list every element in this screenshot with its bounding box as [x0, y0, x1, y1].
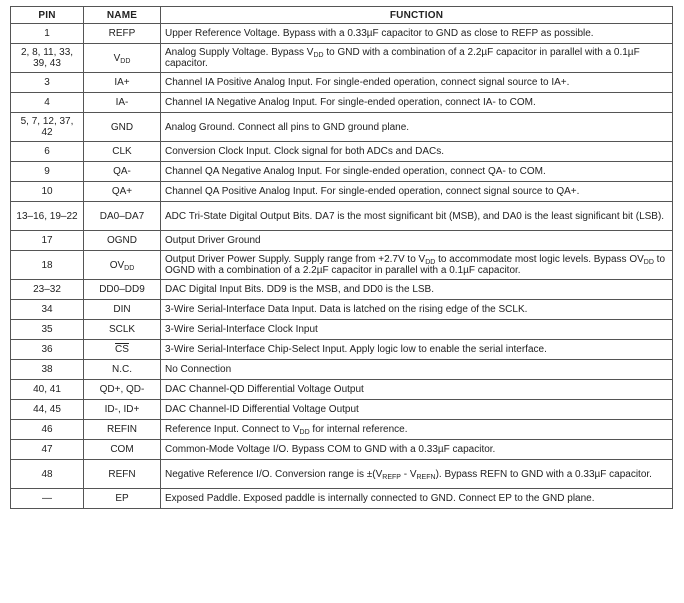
function-cell [161, 300, 673, 320]
name-text: QA+ [111, 186, 133, 197]
table-header [11, 7, 673, 24]
pin-cell: 18 [11, 251, 84, 280]
name-text: V [113, 52, 121, 64]
table-row [11, 340, 673, 360]
name-text: ID-, ID+ [104, 404, 140, 415]
pin-cell: 4 [11, 93, 84, 113]
function-text: DD [313, 52, 324, 59]
function-text: DAC Channel-QD Differential Voltage Output [165, 384, 364, 395]
function-cell [161, 113, 673, 142]
name-cell [84, 420, 161, 440]
function-text: Channel IA Negative Analog Input. For single-ended operation, connect IA- to COM. [165, 97, 536, 108]
name-text: REFP [108, 28, 136, 39]
name-text: IA- [115, 97, 129, 108]
table-row [11, 380, 673, 400]
function-cell [161, 400, 673, 420]
pin-cell: 46 [11, 420, 84, 440]
function-cell [161, 93, 673, 113]
pin-description-table [10, 6, 673, 509]
function-text: Exposed Paddle. Exposed paddle is internally connected to GND. Connect EP to the GND plane. [165, 493, 595, 504]
function-cell [161, 24, 673, 44]
pin-cell: 9 [11, 162, 84, 182]
name-text: QD+, QD- [99, 384, 145, 395]
table-row [11, 300, 673, 320]
function-cell [161, 340, 673, 360]
name-cell [84, 360, 161, 380]
function-cell [161, 360, 673, 380]
function-cell [161, 320, 673, 340]
pin-cell: 40, 41 [11, 380, 84, 400]
function-cell [161, 44, 673, 73]
table-row [11, 44, 673, 73]
function-text: 3-Wire Serial-Interface Clock Input [165, 324, 318, 335]
name-cell [84, 400, 161, 420]
table-row [11, 400, 673, 420]
function-text: Channel IA Positive Analog Input. For single-ended operation, connect signal source to IA+. [165, 77, 570, 88]
function-cell [161, 380, 673, 400]
pin-cell: 10 [11, 182, 84, 202]
function-text: to GND with a combination of a 2.2µF capacitor in parallel with a 0.1µF capacitor. [165, 47, 640, 69]
name-cell [84, 93, 161, 113]
name-cell [84, 460, 161, 489]
function-text: for internal reference. [309, 424, 408, 435]
name-text: REFN [108, 468, 136, 480]
name-text: DD0–DD9 [99, 284, 145, 295]
function-cell [161, 182, 673, 202]
header-function: FUNCTION [161, 7, 673, 24]
pin-cell: 48 [11, 460, 84, 489]
pin-cell: 47 [11, 440, 84, 460]
function-cell [161, 440, 673, 460]
pin-cell: 34 [11, 300, 84, 320]
pin-cell: 6 [11, 142, 84, 162]
name-text: EP [115, 493, 129, 504]
function-text: DAC Channel-ID Differential Voltage Output [165, 404, 359, 415]
name-text: $\overline{CS}$ [115, 344, 129, 355]
function-text: Output Driver Ground [165, 235, 261, 246]
function-text: to accommodate most logic levels. Bypass OV [435, 254, 644, 265]
name-text: DA0–DA7 [99, 210, 145, 222]
pin-cell: 13–16, 19–22 [11, 202, 84, 231]
pin-cell: 3 [11, 73, 84, 93]
name-cell [84, 231, 161, 251]
name-cell [84, 300, 161, 320]
table-row [11, 360, 673, 380]
table-row [11, 440, 673, 460]
function-text: Reference Input. Connect to V [165, 424, 300, 435]
name-text: GND [110, 121, 134, 133]
pin-cell: 5, 7, 12, 37, 42 [11, 113, 84, 142]
function-text: Conversion Clock Input. Clock signal for both ADCs and DACs. [165, 146, 445, 157]
function-cell [161, 73, 673, 93]
pin-cell: 2, 8, 11, 33, 39, 43 [11, 44, 84, 73]
table-row [11, 460, 673, 489]
name-cell [84, 142, 161, 162]
name-text: IA+ [114, 77, 130, 88]
name-cell [84, 489, 161, 509]
pin-cell: 44, 45 [11, 400, 84, 420]
function-cell [161, 142, 673, 162]
name-cell [84, 44, 161, 73]
name-text: COM [110, 444, 134, 455]
table-row [11, 24, 673, 44]
name-cell [84, 320, 161, 340]
function-text: DD [643, 259, 654, 266]
name-text: REFIN [107, 424, 137, 435]
table-row [11, 113, 673, 142]
name-text: DIN [113, 304, 131, 315]
name-cell [84, 73, 161, 93]
name-cell [84, 24, 161, 44]
name-text: OGND [107, 235, 137, 246]
function-text: Output Driver Power Supply. Supply range from +2.7V to V [165, 254, 426, 265]
function-text: ADC Tri-State Digital Output Bits. DA7 is the most significant bit (MSB), and DA0 is the least significant bit (LSB). [165, 210, 665, 222]
function-text: DAC Digital Input Bits. DD9 is the MSB, and DD0 is the LSB. [165, 284, 434, 295]
name-cell [84, 162, 161, 182]
table-row [11, 93, 673, 113]
function-text: Channel QA Positive Analog Input. For single-ended operation, connect signal source to QA+. [165, 186, 580, 197]
function-cell [161, 231, 673, 251]
table-row [11, 231, 673, 251]
header-name: NAME [84, 7, 161, 24]
name-cell [84, 380, 161, 400]
table-row [11, 182, 673, 202]
table-row [11, 489, 673, 509]
function-text: Analog Ground. Connect all pins to GND ground plane. [165, 121, 410, 133]
table-row [11, 420, 673, 440]
function-cell [161, 489, 673, 509]
table-row [11, 73, 673, 93]
name-text: DD [124, 264, 135, 272]
name-cell [84, 280, 161, 300]
name-cell [84, 251, 161, 280]
table-body [11, 24, 673, 509]
pin-cell: 38 [11, 360, 84, 380]
name-cell [84, 202, 161, 231]
function-cell [161, 460, 673, 489]
table-row [11, 280, 673, 300]
function-text: REFN [416, 473, 436, 481]
pin-cell: 17 [11, 231, 84, 251]
pin-cell: 1 [11, 24, 84, 44]
name-text: DD [120, 57, 131, 65]
function-text: Negative Reference I/O. Conversion range is ±(V [165, 468, 383, 480]
function-text: Common-Mode Voltage I/O. Bypass COM to GND with a 0.33µF capacitor. [165, 444, 496, 455]
table-row [11, 142, 673, 162]
pin-cell: 23–32 [11, 280, 84, 300]
table-row [11, 202, 673, 231]
name-cell [84, 113, 161, 142]
table-row [11, 162, 673, 182]
name-cell [84, 440, 161, 460]
pin-cell: — [11, 489, 84, 509]
function-text: No Connection [165, 364, 232, 375]
name-text: SCLK [108, 324, 136, 335]
function-text: to OGND with a combination of a 2.2µF capacitor in parallel with a 0.1µF capacitor. [165, 254, 666, 276]
name-cell [84, 340, 161, 360]
name-text: N.C. [112, 364, 132, 375]
function-text: 3-Wire Serial-Interface Data Input. Data is latched on the rising edge of the SCLK. [165, 304, 528, 315]
function-text: Channel QA Negative Analog Input. For single-ended operation, connect QA- to COM. [165, 166, 546, 177]
function-text: Analog Supply Voltage. Bypass V [165, 47, 314, 58]
table-row [11, 251, 673, 280]
function-text: DD [299, 429, 310, 436]
pin-cell: 36 [11, 340, 84, 360]
header-pin: PIN [11, 7, 84, 24]
pin-cell: 35 [11, 320, 84, 340]
name-text: OV [109, 259, 125, 271]
function-text: ). Bypass REFN to GND with a 0.33µF capacitor. [435, 468, 652, 480]
function-text: 3-Wire Serial-Interface Chip-Select Input. Apply logic low to enable the serial interface. [165, 344, 547, 355]
function-text: Upper Reference Voltage. Bypass with a 0.33µF capacitor to GND as close to REFP as possible. [165, 28, 594, 39]
name-text: QA- [113, 166, 131, 177]
header-row [11, 7, 673, 24]
function-text: REFP [382, 473, 401, 481]
function-cell [161, 280, 673, 300]
function-text: - V [400, 468, 417, 480]
function-cell [161, 251, 673, 280]
function-cell [161, 420, 673, 440]
name-text: CLK [112, 146, 132, 157]
table-row [11, 320, 673, 340]
function-cell [161, 202, 673, 231]
function-cell [161, 162, 673, 182]
function-text: DD [425, 259, 436, 266]
name-cell [84, 182, 161, 202]
